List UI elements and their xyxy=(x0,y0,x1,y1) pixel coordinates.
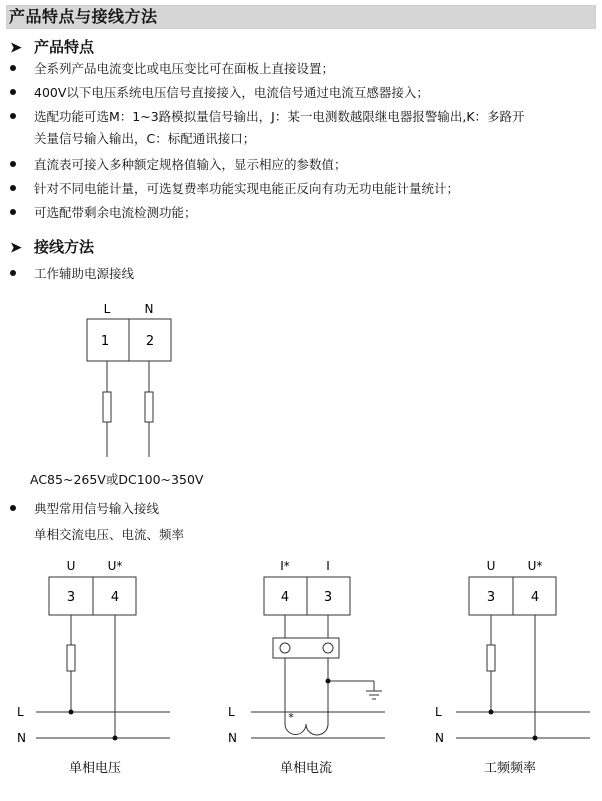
line-label-l: L xyxy=(228,705,235,719)
feature-text: 可选配带剩余电流检测功能； xyxy=(34,205,197,220)
feature-text: 选配功能可选M：1~3路模拟量信号输出，J：某一电测数越限继电器报警输出,K：多路开 xyxy=(34,109,525,124)
feature-text-continued: 关量信号输入输出，C：标配通讯接口； xyxy=(34,131,256,146)
bullet-icon xyxy=(10,185,16,191)
line-label-n: N xyxy=(435,731,444,745)
bullet-icon xyxy=(10,89,16,95)
signal-title: 典型常用信号输入接线 xyxy=(34,501,160,516)
voltage-diagram xyxy=(17,559,170,776)
feature-text: 针对不同电能计量，可选复费率功能实现电能正反向有功无功电能计量统计； xyxy=(34,181,460,196)
features-heading-text: 产品特点 xyxy=(34,38,95,56)
ct-terminal-icon xyxy=(323,643,333,653)
terminal-3: 3 xyxy=(323,590,333,605)
terminal-3: 3 xyxy=(66,590,76,605)
fuse-icon xyxy=(145,392,153,422)
polarity-star: * xyxy=(288,711,294,724)
current-transformer-icon xyxy=(285,724,328,735)
fuse-icon xyxy=(487,645,495,671)
terminal-4: 4 xyxy=(280,590,290,605)
line-label-n: N xyxy=(228,731,237,745)
junction-dot xyxy=(113,736,118,741)
caption-frequency: 工频频率 xyxy=(483,761,537,776)
line-label-l: L xyxy=(435,705,442,719)
current-diagram xyxy=(228,559,385,776)
label-u-star: U* xyxy=(527,559,543,573)
caption-voltage: 单相电压 xyxy=(68,761,122,776)
terminal-1: 1 xyxy=(100,334,110,349)
line-label-n: N xyxy=(17,731,26,745)
wiring-heading-text: 接线方法 xyxy=(34,238,95,256)
label-u-star: U* xyxy=(107,559,123,573)
terminal-4: 4 xyxy=(530,590,540,605)
feature-text: 直流表可接入多种额定规格值输入，显示相应的参数值； xyxy=(34,157,347,172)
junction-dot xyxy=(326,679,331,684)
arrow-right-icon: ➤ xyxy=(10,240,22,256)
fuse-icon xyxy=(103,392,111,422)
junction-dot xyxy=(533,736,538,741)
fuse-icon xyxy=(67,645,75,671)
line-label-l: L xyxy=(17,705,24,719)
bullet-icon xyxy=(10,209,16,215)
bullet-icon xyxy=(10,65,16,71)
bullet-icon xyxy=(10,113,16,119)
aux-power-diagram xyxy=(60,295,260,495)
aux-label-l: L xyxy=(103,302,111,316)
wiring-heading xyxy=(10,236,94,257)
terminal-4: 4 xyxy=(110,590,120,605)
label-i-star: I* xyxy=(280,559,290,573)
signal-subtitle: 单相交流电压、电流、频率 xyxy=(34,527,185,542)
supply-range: AC85~265V或DC100~350V xyxy=(30,472,204,487)
terminal-3: 3 xyxy=(486,590,496,605)
frequency-diagram xyxy=(435,559,590,776)
junction-dot xyxy=(489,710,494,715)
ct-terminal-icon xyxy=(280,643,290,653)
aux-label-n: N xyxy=(144,302,154,316)
aux-power-title: 工作辅助电源接线 xyxy=(34,266,135,281)
label-u: U xyxy=(66,559,76,573)
feature-text: 400V以下电压系统电压信号直接接入，电流信号通过电流互感器接入； xyxy=(34,85,429,100)
bullet-icon xyxy=(10,161,16,167)
ground-icon xyxy=(366,691,382,699)
features-heading xyxy=(10,36,94,57)
terminal-2: 2 xyxy=(145,334,155,349)
junction-dot xyxy=(69,710,74,715)
caption-current: 单相电流 xyxy=(279,761,333,776)
label-u: U xyxy=(486,559,496,573)
page-title: 产品特点与接线方法 xyxy=(6,5,596,29)
bullet-icon xyxy=(10,270,16,276)
label-i: I xyxy=(326,559,330,573)
feature-text: 全系列产品电流变比或电压变比可在面板上直接设置； xyxy=(34,61,335,76)
arrow-right-icon: ➤ xyxy=(10,40,22,56)
bullet-icon xyxy=(10,505,16,511)
signal-wiring-diagrams xyxy=(0,550,602,800)
